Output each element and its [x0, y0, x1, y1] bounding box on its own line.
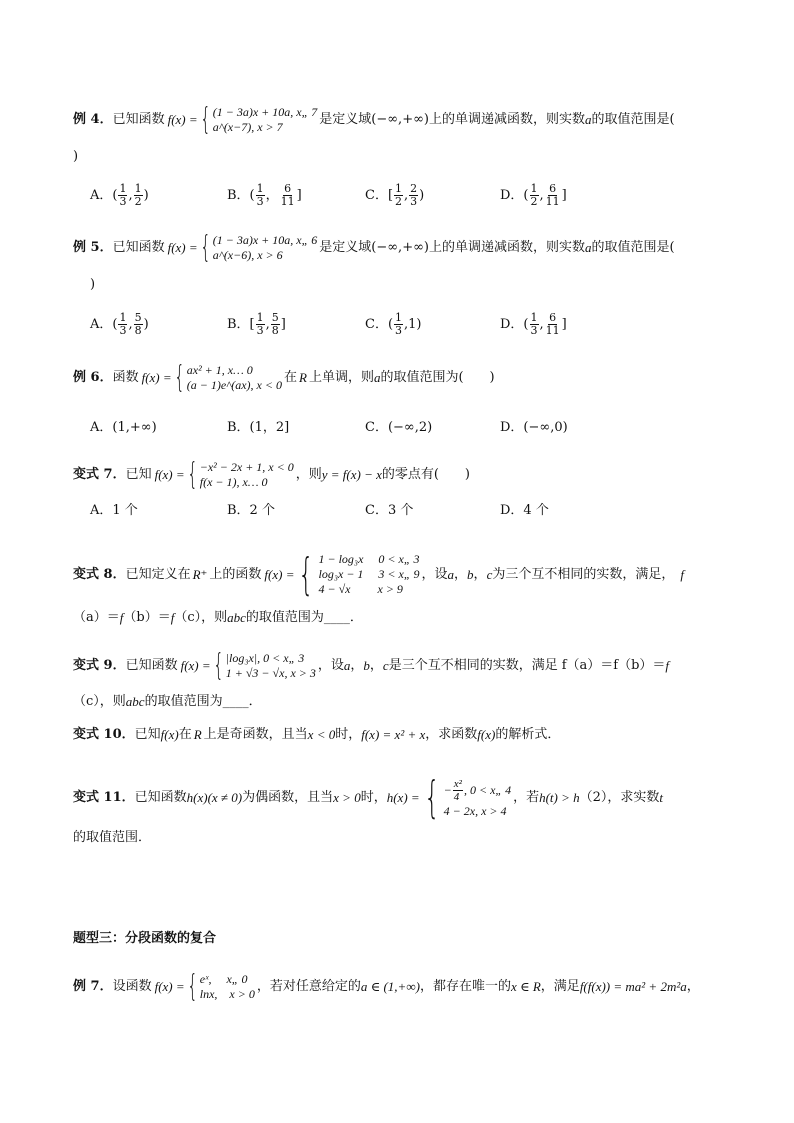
math: a — [447, 566, 455, 582]
case: a^(x−6), x > 6 — [212, 248, 283, 262]
text: 是定义域(−∞,+∞)上的单调递减函数，则实数 — [319, 240, 585, 255]
text: 设函数 — [112, 979, 152, 994]
math: abc — [227, 610, 246, 625]
text: ) — [90, 277, 96, 292]
text: 的取值范围为( ) — [380, 370, 495, 385]
text: 的取值范围． — [73, 830, 152, 845]
math: f(x) = — [264, 566, 295, 582]
option-b: B．( $\frac{1}{3}$ ， $\frac{6}{11}$ ] — [227, 182, 302, 208]
text: 上是奇函数，且当 — [203, 727, 308, 742]
case: f(x − 1), x… 0 — [199, 475, 268, 489]
math: R — [299, 370, 307, 385]
text: 的取值范围为____． — [144, 694, 262, 709]
text: ，求函数 — [425, 727, 478, 742]
option-d: D．( $\frac{1}{2}$ , $\frac{6}{11}$ ] — [500, 182, 567, 208]
variant-11-label: 变式 11． — [73, 790, 135, 805]
text: （a）＝ — [73, 610, 120, 625]
math: abc — [125, 694, 145, 709]
case: (1 − 3a)x + 10a, x„ 7 — [212, 105, 318, 119]
case: (1 − 3a)x + 10a, x„ 6 — [212, 233, 318, 247]
math: f — [680, 566, 684, 582]
piecewise: { ax² + 1, x… 0 (a − 1)e^(ax), x < 0 — [173, 360, 282, 395]
math: R — [193, 727, 202, 742]
math: f(x) — [477, 727, 496, 742]
variant-9-line1: 变式 9． 已知函数 f(x) = { |log₃x|, 0 < x„ 3 1 + √3 − √x, x > 3 ，设 a ， b ， c 是三个互不相同的实数，满足 f（a）＝ f（b）＝ f — [73, 648, 670, 683]
example-7-line1 — [73, 969, 723, 1004]
text: （c），则 — [73, 694, 126, 709]
text: （c），则 — [174, 610, 228, 625]
math: f(x) = — [167, 112, 198, 127]
piecewise: { eˣ, x„ 0 lnx, x > 0 — [186, 969, 255, 1004]
variant-8-line2 — [73, 609, 723, 627]
variant-11-line1 — [73, 772, 723, 823]
text: 函数 — [112, 370, 139, 385]
math: f(x) = — [154, 467, 185, 482]
text: （b）＝ — [123, 610, 171, 625]
option-d: D．( $\frac{1}{3}$ , $\frac{6}{11}$ ] — [500, 311, 567, 337]
option-b: B．2 个 — [227, 503, 275, 518]
option-b: B．[ $\frac{1}{3}$ , $\frac{5}{8}$ ] — [227, 311, 286, 337]
case: −x² − 2x + 1, x < 0 — [199, 460, 294, 474]
math: y = f(x) − x — [321, 467, 382, 482]
variant-7-line1 — [73, 457, 723, 492]
piecewise: { − $\frac{\text{x²}}{4}$ , 0 < x„ 4 4 − 2x, x > 4 — [423, 772, 512, 823]
math: f(x) = — [167, 240, 198, 255]
case: log₃x − 1 3 < x„ 9 — [318, 567, 420, 581]
example-7-label: 例 7． — [73, 979, 113, 994]
text: 时， — [360, 790, 387, 805]
option-b: B．(1，2] — [227, 420, 290, 435]
variant-8-line1: 变式 8． 已知定义在 R⁺ 上的函数 f(x) = { 1 − log₃x 0 < x„ 3 log₃x − 1 3 < x„ 9 4 − √x x > 9 ，设 a ， b ， c 为三个互不相同的实数，满足， f — [73, 548, 684, 600]
text: 的取值范围是( — [591, 240, 675, 255]
example-5-label: 例 5． — [73, 240, 113, 255]
text: 上的函数 — [209, 566, 262, 582]
text: ，若 — [513, 790, 540, 805]
option-a: A．( $\frac{1}{3}$ , $\frac{1}{2}$ ) — [90, 182, 149, 208]
math: h(t) > h — [539, 790, 580, 805]
case: 1 + √3 − √x, x > 3 — [225, 666, 316, 680]
text: 上单调，则 — [308, 370, 374, 385]
text: ，则 — [295, 467, 322, 482]
math: t — [659, 790, 664, 805]
math: f(x) — [160, 727, 179, 742]
variant-9-label: 变式 9． — [73, 658, 126, 673]
text: ，设 — [317, 658, 344, 673]
example-4-line2 — [73, 148, 723, 166]
piecewise: { −x² − 2x + 1, x < 0 f(x − 1), x… 0 — [186, 457, 294, 492]
case: a^(x−7), x > 7 — [212, 120, 283, 134]
text: 的零点有( ) — [381, 467, 471, 482]
option-a: A．(1,+∞) — [90, 420, 157, 435]
piecewise: { (1 − 3a)x + 10a, x„ 7 a^(x−7), x > 7 — [199, 102, 318, 137]
math: x > 0 — [333, 790, 361, 805]
example-6-line1 — [73, 360, 723, 395]
case: eˣ, x„ 0 — [199, 972, 248, 986]
math: b — [467, 566, 474, 582]
text: 已知函数 — [134, 790, 187, 805]
math: f — [170, 610, 175, 625]
text: ，满足 — [540, 979, 580, 994]
math: h(x) = — [386, 790, 420, 805]
text: 在 — [283, 370, 297, 385]
text: ，若对任意给定的 — [256, 979, 361, 994]
option-a: A．1 个 — [90, 503, 138, 518]
example-5-line1 — [73, 230, 723, 265]
math: f(x) = — [180, 658, 211, 673]
case: 4 − √x x > 9 — [318, 582, 403, 596]
text: ，设 — [421, 566, 448, 582]
variant-10-label: 变式 10． — [73, 727, 135, 742]
math: b — [363, 658, 370, 673]
math: x ∈ R — [510, 979, 541, 994]
text: 已知函数 — [125, 658, 178, 673]
option-c: C．(−∞,2) — [365, 420, 433, 435]
text: 的取值范围是( — [591, 112, 675, 127]
text: 是定义域(−∞,+∞)上的单调递减函数，则实数 — [319, 112, 585, 127]
example-4-label: 例 4． — [73, 112, 113, 127]
piecewise: { (1 − 3a)x + 10a, x„ 6 a^(x−6), x > 6 — [199, 230, 318, 265]
text: 已知函数 — [112, 240, 165, 255]
variant-8-label: 变式 8． — [73, 566, 126, 582]
case: (a − 1)e^(ax), x < 0 — [186, 378, 282, 392]
text: ， — [686, 979, 700, 994]
math: a ∈ (1,+∞) — [360, 979, 420, 994]
text: 已知 — [125, 467, 152, 482]
math: R⁺ — [192, 566, 208, 582]
text: 是三个互不相同的实数，满足 — [388, 658, 558, 673]
math: f(x) = — [154, 979, 185, 994]
math: a — [343, 658, 351, 673]
math: f — [665, 658, 670, 673]
section-3-heading: 题型三：分段函数的复合 — [73, 931, 217, 946]
variant-11-line2 — [73, 829, 723, 847]
math: a — [585, 240, 592, 255]
math: f — [119, 610, 124, 625]
text: 已知函数 — [112, 112, 165, 127]
math: c — [382, 658, 389, 673]
example-5-line2 — [90, 276, 740, 294]
text: （2），求实数 — [579, 790, 660, 805]
option-c: C．( $\frac{1}{3}$ ,1) — [365, 311, 422, 337]
text: ) — [73, 149, 79, 164]
text: f（b）＝ — [613, 658, 666, 673]
option-d: D．(−∞,0) — [500, 420, 568, 435]
text: 为三个互不相同的实数，满足， — [492, 566, 675, 582]
math: f(x) = — [141, 370, 172, 385]
math: a — [373, 370, 381, 385]
case: 1 − log₃x 0 < x„ 3 — [318, 552, 420, 566]
piecewise: { 1 − log₃x 0 < x„ 3 log₃x − 1 3 < x„ 9 4 − √x x > 9 — [298, 548, 420, 600]
case: |log₃x|, 0 < x„ 3 — [225, 651, 305, 665]
option-d: D．4 个 — [500, 503, 549, 518]
text: 的解析式． — [495, 727, 561, 742]
math: f(x) = x² + x — [361, 727, 426, 742]
variant-7-label: 变式 7． — [73, 467, 126, 482]
text: ，都存在唯一的 — [419, 979, 511, 994]
option-a: A．( $\frac{1}{3}$ , $\frac{5}{8}$ ) — [90, 311, 149, 337]
example-6-label: 例 6． — [73, 370, 113, 385]
text: 为偶函数，且当 — [242, 790, 334, 805]
option-c: C．3 个 — [365, 503, 414, 518]
case: ax² + 1, x… 0 — [186, 363, 253, 377]
case: 4 − 2x, x > 4 — [443, 803, 507, 818]
math: h(x)(x ≠ 0) — [186, 790, 243, 805]
text: 已知 — [134, 727, 161, 742]
text: 时， — [335, 727, 362, 742]
text: 在 — [178, 727, 192, 742]
math: c — [486, 566, 493, 582]
variant-9-line2 — [73, 693, 723, 711]
case: lnx, x > 0 — [199, 987, 255, 1001]
option-c: C．[ $\frac{1}{2}$ , $\frac{2}{3}$ ) — [365, 182, 425, 208]
example-4-line1 — [73, 102, 723, 137]
text: 已知定义在 — [125, 566, 191, 582]
math: x < 0 — [307, 727, 336, 742]
text: 的取值范围为____． — [245, 610, 363, 625]
variant-10-line — [73, 726, 723, 744]
case: − $\frac{\text{x²}}{4}$ , 0 < x„ 4 — [443, 777, 512, 803]
math: f(f(x)) = ma² + 2m²a — [579, 979, 687, 994]
math: a — [585, 112, 592, 127]
text: f（a）＝ — [561, 658, 614, 673]
piecewise: { |log₃x|, 0 < x„ 3 1 + √3 − √x, x > 3 — [212, 648, 316, 683]
